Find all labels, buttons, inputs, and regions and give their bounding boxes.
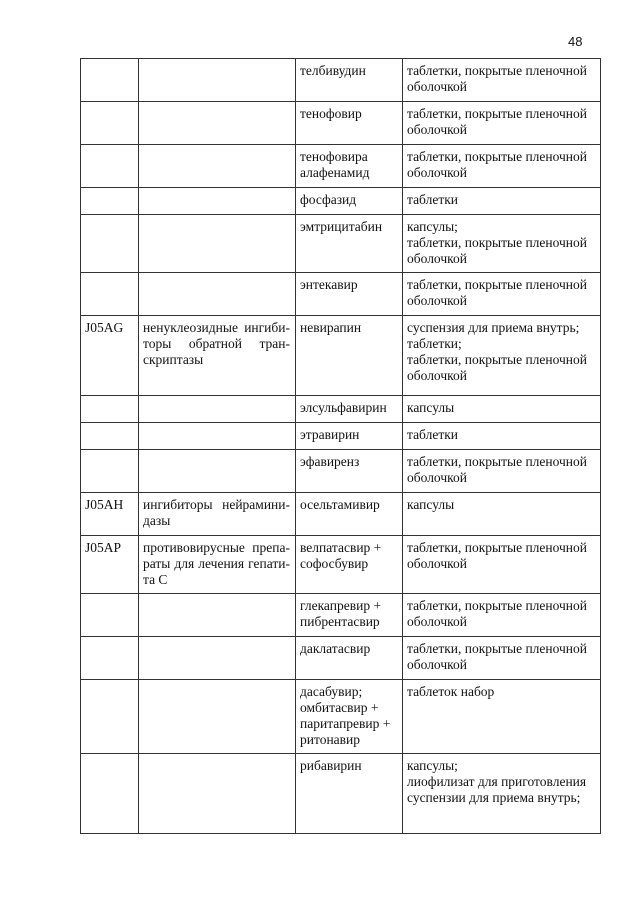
dosage-forms-cell: таблеток набор [403, 680, 601, 754]
table-row [81, 215, 601, 273]
atc-code-cell [81, 594, 139, 637]
table-row [81, 188, 601, 215]
table-row [81, 637, 601, 680]
table-row [81, 316, 601, 396]
drug-name-cell: осельтамивир [296, 493, 403, 536]
table-row [81, 493, 601, 536]
atc-code-cell: J05AG [81, 316, 139, 396]
atc-code-cell: J05AP [81, 536, 139, 594]
pharm-group-cell: ненуклеозидные ингиби- торы обратной тран- скриптазы [139, 316, 296, 396]
dosage-forms-cell: таблетки, покрытые пленочной оболочкой [403, 59, 601, 102]
drug-name-cell: фосфазид [296, 188, 403, 215]
drug-name-cell: рибавирин [296, 754, 403, 834]
pharm-group-cell [139, 680, 296, 754]
dosage-forms-cell: капсулы; лиофилизат для приготовления суспензии для приема внутрь; [403, 754, 601, 834]
dosage-forms-cell: таблетки, покрытые пленочной оболочкой [403, 536, 601, 594]
dosage-forms-cell: таблетки, покрытые пленочной оболочкой [403, 273, 601, 316]
table-row [81, 145, 601, 188]
dosage-forms-cell: капсулы [403, 493, 601, 536]
atc-code-cell [81, 423, 139, 450]
atc-code-cell [81, 188, 139, 215]
pharm-group-cell [139, 215, 296, 273]
table-row [81, 754, 601, 834]
dosage-forms-cell: таблетки, покрытые пленочной оболочкой [403, 450, 601, 493]
table-row [81, 680, 601, 754]
pharm-group-cell [139, 423, 296, 450]
dosage-forms-cell: капсулы [403, 396, 601, 423]
pharm-group-cell [139, 145, 296, 188]
pharm-group-cell: противовирусные препа- раты для лечения гепати- та С [139, 536, 296, 594]
drug-name-cell: тенофовир [296, 102, 403, 145]
page-number: 48 [568, 34, 583, 49]
table-row [81, 396, 601, 423]
dosage-forms-cell: таблетки [403, 423, 601, 450]
pharm-group-cell [139, 450, 296, 493]
drug-name-cell: дасабувир; омбитасвир + паритапревир + ритонавир [296, 680, 403, 754]
table-row [81, 423, 601, 450]
dosage-forms-cell: капсулы; таблетки, покрытые пленочной оболочкой [403, 215, 601, 273]
drug-name-cell: элсульфавирин [296, 396, 403, 423]
dosage-forms-cell: таблетки, покрытые пленочной оболочкой [403, 637, 601, 680]
dosage-forms-cell: таблетки, покрытые пленочной оболочкой [403, 594, 601, 637]
table-row [81, 59, 601, 102]
atc-code-cell [81, 145, 139, 188]
table-row [81, 273, 601, 316]
drug-name-cell: даклатасвир [296, 637, 403, 680]
table-row [81, 450, 601, 493]
drug-table [80, 58, 601, 834]
atc-code-cell [81, 450, 139, 493]
atc-code-cell [81, 680, 139, 754]
atc-code-cell [81, 637, 139, 680]
drug-name-cell: эмтрицитабин [296, 215, 403, 273]
table-row [81, 102, 601, 145]
atc-code-cell [81, 102, 139, 145]
pharm-group-cell: ингибиторы нейрамини- дазы [139, 493, 296, 536]
drug-name-cell: этравирин [296, 423, 403, 450]
atc-code-cell: J05AH [81, 493, 139, 536]
dosage-forms-cell: таблетки, покрытые пленочной оболочкой [403, 102, 601, 145]
pharm-group-cell [139, 396, 296, 423]
table-row [81, 594, 601, 637]
pharm-group-cell [139, 754, 296, 834]
pharm-group-cell [139, 102, 296, 145]
drug-name-cell: энтекавир [296, 273, 403, 316]
pharm-group-cell [139, 59, 296, 102]
dosage-forms-cell: суспензия для приема внутрь; таблетки; таблетки, покрытые пленочной оболочкой [403, 316, 601, 396]
atc-code-cell [81, 754, 139, 834]
drug-name-cell: велпатасвир + софосбувир [296, 536, 403, 594]
atc-code-cell [81, 59, 139, 102]
drug-name-cell: тенофовира алафенамид [296, 145, 403, 188]
table-row [81, 536, 601, 594]
atc-code-cell [81, 273, 139, 316]
drug-name-cell: невирапин [296, 316, 403, 396]
pharm-group-cell [139, 594, 296, 637]
pharm-group-cell [139, 188, 296, 215]
atc-code-cell [81, 396, 139, 423]
dosage-forms-cell: таблетки [403, 188, 601, 215]
drug-name-cell: глекапревир + пибрентасвир [296, 594, 403, 637]
pharm-group-cell [139, 273, 296, 316]
atc-code-cell [81, 215, 139, 273]
pharm-group-cell [139, 637, 296, 680]
dosage-forms-cell: таблетки, покрытые пленочной оболочкой [403, 145, 601, 188]
drug-name-cell: эфавиренз [296, 450, 403, 493]
drug-name-cell: телбивудин [296, 59, 403, 102]
